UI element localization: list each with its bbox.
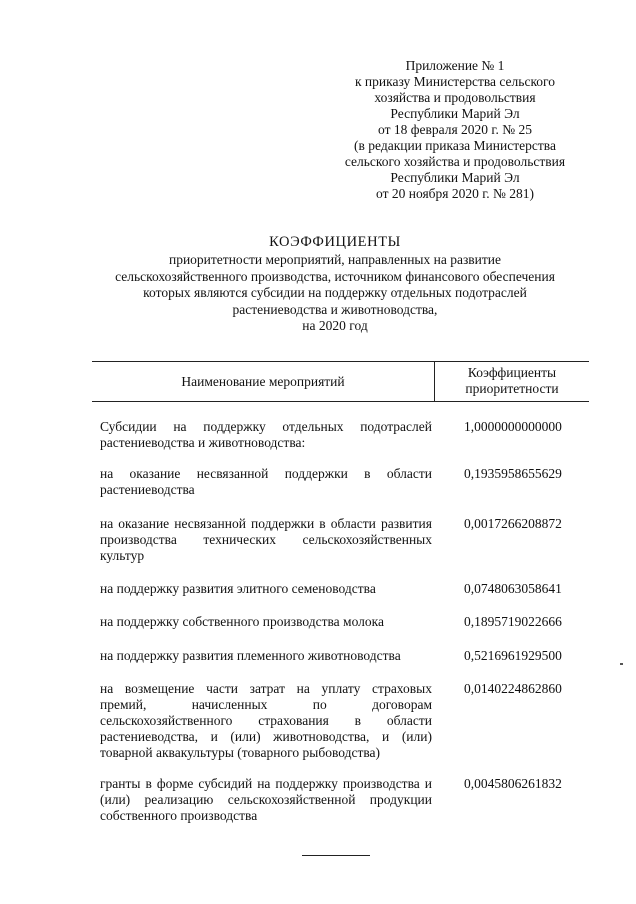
appendix-line: от 20 ноября 2020 г. № 281) [376,186,534,201]
title-subtitle [90,252,580,335]
subtitle-line: приоритетности мероприятий, направленных на развитие [168,252,501,267]
measure-name [100,581,432,597]
measure-line: растениеводства и животноводства: [100,435,306,450]
coefficient-value: 0,0140224862860 [464,681,562,696]
subtitle-line: на 2020 год [302,318,368,333]
measure-name [100,776,432,824]
column-header-line: приоритетности [465,381,559,396]
coefficient-value: 0,0017266208872 [464,516,562,531]
measure-line: растениеводства, и (или) животноводства, и (или) [100,729,432,744]
column-header-line: Коэффициенты [467,365,557,380]
subtitle-line: растениеводства и животноводства, [232,301,438,317]
measure-line: производства технических сельскохозяйственных [100,532,432,547]
measure-line: на поддержку развития элитного семеноводства [100,581,376,596]
measure-line: товарной аквакультуры (товарного рыбоводства) [100,745,381,760]
measure-line: премий, начисленных по договорам [100,697,432,712]
subtitle-line: которых являются субсидии на поддержку отдельных подотраслей [143,285,527,300]
measure-line: растениеводства [100,482,195,497]
subtitle-line: сельскохозяйственного производства, источником финансового обеспечения [115,268,555,284]
appendix-line: Приложение № 1 [405,58,505,73]
appendix-line: хозяйства и продовольствия [374,90,536,105]
coefficient-value: 0,0045806261832 [464,776,562,791]
measure-name [100,466,432,498]
document-title [90,232,580,335]
measure-name [100,516,432,564]
measure-name [100,419,432,451]
coefficients-table [92,361,589,823]
appendix-line: сельского хозяйства и продовольствия [344,154,566,169]
appendix-line: к приказу Министерства сельского [354,74,556,89]
scan-speck [620,663,623,665]
measure-name [100,648,432,664]
measure-line: Субсидии на поддержку отдельных подотраслей [100,419,432,434]
coefficient-value: 0,1935958655629 [464,466,562,481]
column-header-coefficient [435,365,589,397]
measure-line: сельскохозяйственного страхования в области [100,713,432,728]
measure-line: на поддержку собственного производства молока [100,614,384,629]
measure-line: гранты в форме субсидий на поддержку производства и [100,776,432,791]
coefficient-value: 1,0000000000000 [464,419,562,434]
appendix-line: Республики Марий Эл [390,106,520,121]
appendix-line: Республики Марий Эл [390,170,520,185]
measure-line: на оказание несвязанной поддержки в области развития [100,516,432,531]
measure-line: собственного производства [100,808,258,823]
appendix-header [330,58,580,202]
column-header-name: Наименование мероприятий [92,362,435,401]
coefficient-value: 0,0748063058641 [464,581,562,596]
title-heading: КОЭФФИЦИЕНТЫ [269,234,401,250]
measure-line: на поддержку развития племенного животноводства [100,648,401,663]
measure-name [100,681,432,761]
measure-name [100,614,432,630]
table-header [92,361,589,402]
measure-line: культур [100,548,145,563]
coefficient-value: 0,1895719022666 [464,614,562,629]
coefficient-value: 0,5216961929500 [464,648,562,663]
appendix-line: от 18 февраля 2020 г. № 25 [378,122,532,137]
closing-rule [302,855,370,856]
measure-line: на оказание несвязанной поддержки в области [100,466,432,481]
measure-line: на возмещение части затрат на уплату страховых [100,681,432,696]
appendix-line: (в редакции приказа Министерства [354,138,556,153]
measure-line: (или) реализацию сельскохозяйственной продукции [100,792,432,807]
